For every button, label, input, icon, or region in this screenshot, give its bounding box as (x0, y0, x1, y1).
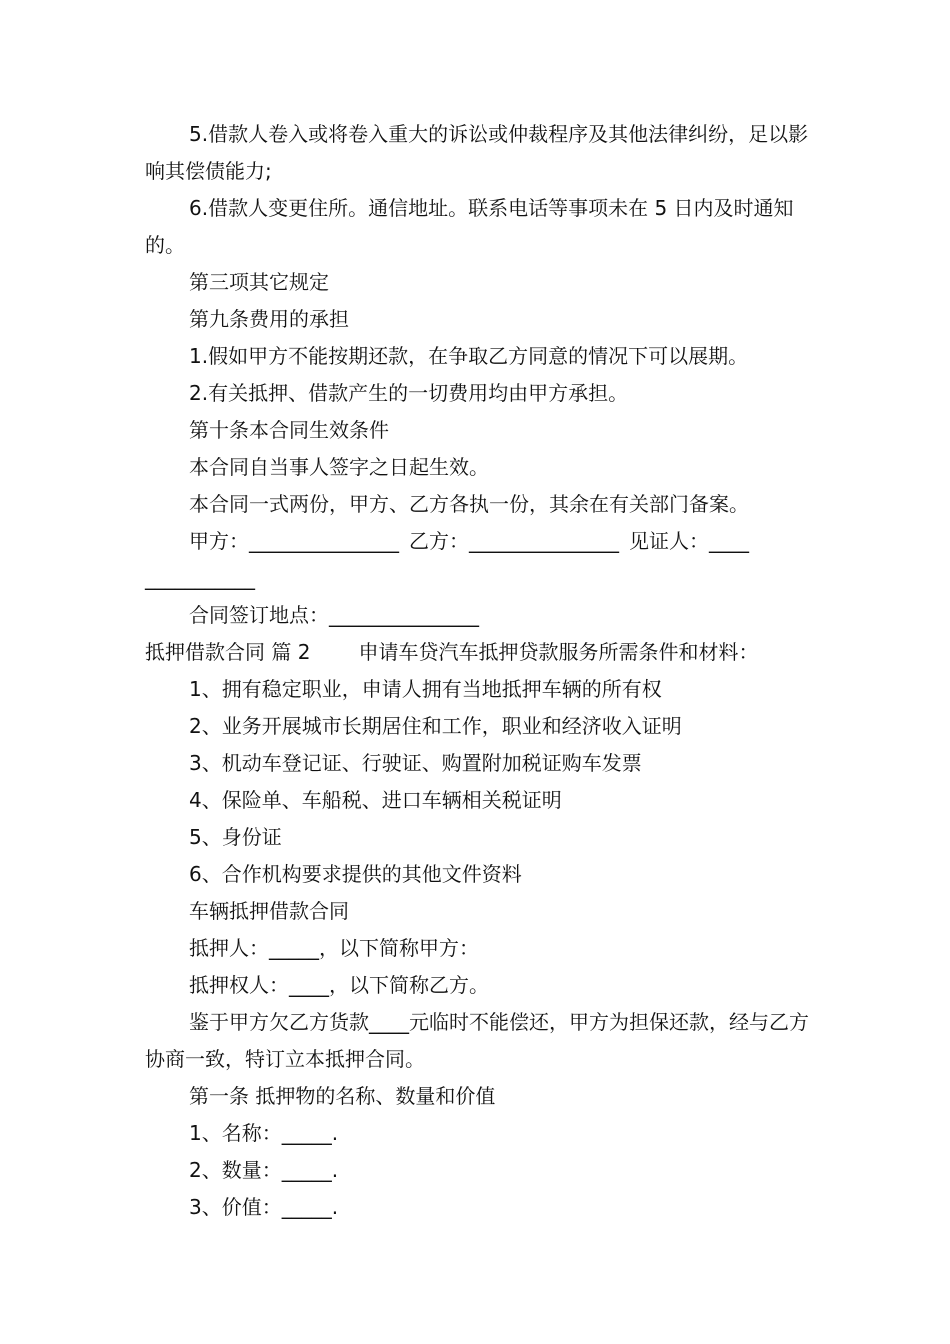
requirement-item-2: 2、业务开展城市长期居住和工作，职业和经济收入证明 (189, 714, 682, 738)
document-body (145, 116, 825, 1226)
section-heading-other: 第三项其它规定 (189, 270, 329, 294)
paragraph-clause-5: 5.借款人卷入或将卷入重大的诉讼或仲裁程序及其他法律纠纷，足以影响其偿债能力; (145, 122, 809, 183)
article-10-text-1: 本合同自当事人签字之日起生效。 (189, 455, 489, 479)
party-a-signature: 甲方：_______________ (189, 529, 399, 553)
vehicle-contract-title: 车辆抵押借款合同 (189, 899, 349, 923)
article-9-heading: 第九条费用的承担 (189, 307, 349, 331)
contract-2-heading-line (145, 634, 825, 671)
requirement-item-1: 1、拥有稳定职业，申请人拥有当地抵押车辆的所有权 (189, 677, 662, 701)
collateral-value: 3、价值：_____. (189, 1195, 339, 1219)
requirements-heading: 申请车贷汽车抵押贷款服务所需条件和材料： (358, 640, 759, 664)
article-9-item-2: 2.有关抵押、借款产生的一切费用均由甲方承担。 (189, 381, 629, 405)
party-b-signature: 乙方：_______________ (409, 529, 619, 553)
witness-signature-continued: ___________ (145, 566, 255, 590)
contract-2-title: 抵押借款合同 篇 2 (145, 640, 311, 664)
collateral-quantity: 2、数量：_____. (189, 1158, 339, 1182)
article-9-item-1: 1.假如甲方不能按期还款，在争取乙方同意的情况下可以展期。 (189, 344, 749, 368)
signing-place: 合同签订地点：_______________ (189, 603, 479, 627)
mortgagee-line: 抵押权人：____，以下简称乙方。 (189, 973, 489, 997)
requirement-item-5: 5、身份证 (189, 825, 282, 849)
article-10-heading: 第十条本合同生效条件 (189, 418, 389, 442)
article-1-heading: 第一条 抵押物的名称、数量和价值 (189, 1084, 496, 1108)
witness-signature: 见证人：____ (629, 529, 749, 553)
requirement-item-6: 6、合作机构要求提供的其他文件资料 (189, 862, 522, 886)
requirement-item-4: 4、保险单、车船税、进口车辆相关税证明 (189, 788, 562, 812)
paragraph-clause-6: 6.借款人变更住所。通信地址。联系电话等事项未在 5 日内及时通知的。 (145, 196, 794, 257)
collateral-name: 1、名称：_____. (189, 1121, 339, 1145)
signature-line (145, 523, 825, 560)
mortgagor-line: 抵押人：_____，以下简称甲方： (189, 936, 479, 960)
requirement-item-3: 3、机动车登记证、行驶证、购置附加税证购车发票 (189, 751, 642, 775)
preamble-paragraph: 鉴于甲方欠乙方货款____元临时不能偿还，甲方为担保还款，经与乙方协商一致，特订立本抵押合同。 (145, 1010, 809, 1071)
article-10-text-2: 本合同一式两份，甲方、乙方各执一份，其余在有关部门备案。 (189, 492, 749, 516)
